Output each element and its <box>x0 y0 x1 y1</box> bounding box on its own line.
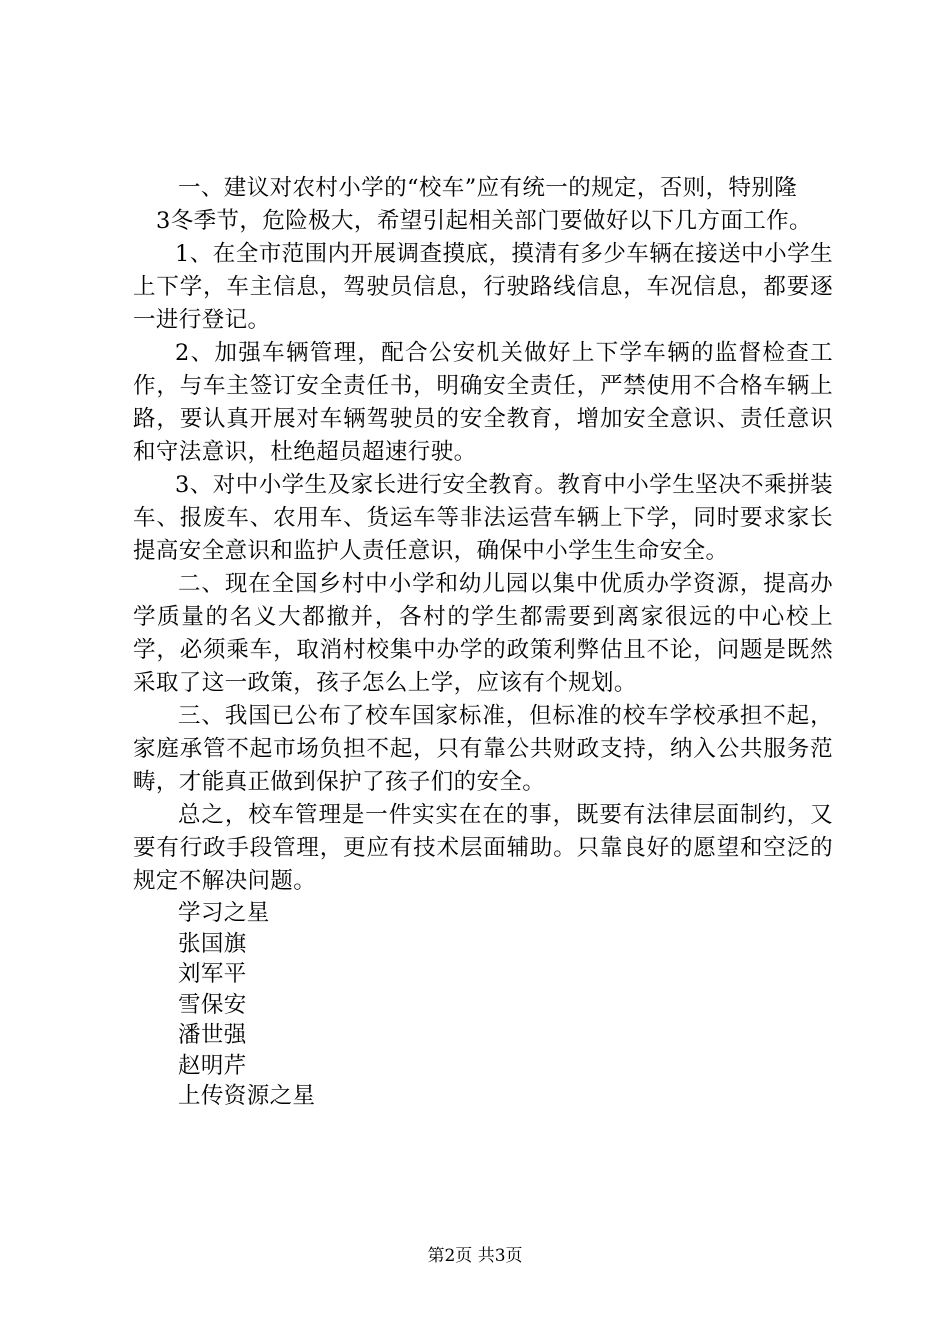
paragraph-winter: 3冬季节，危险极大，希望引起相关部门要做好以下几方面工作。 <box>156 208 812 234</box>
list-item: 赵明芹 <box>178 1052 247 1079</box>
page-footer: 第2页 共3页 <box>427 1246 523 1266</box>
list-item: 刘军平 <box>178 961 247 987</box>
list-item: 潘世强 <box>178 1022 247 1048</box>
paragraph-section-2: 二、现在全国乡村中小学和幼儿园以集中优质办学资源，提高办学质量的名义大都撤并，各村的学生都需要到离家很远的中心校上学，必须乘车，取消村校集中办学的政策利弊估且不论，问题是既然采取了这一政策，孩子怎么上学，应该有个规划。 <box>133 571 833 696</box>
list-item-study-star: 学习之星 <box>178 900 270 926</box>
paragraph-item-1: 1、在全市范围内开展调查摸底，摸清有多少车辆在接送中小学生上下学，车主信息，驾驶员信息，行驶路线信息，车况信息，都要逐一进行登记。 <box>133 241 833 333</box>
paragraph-item-3: 3、对中小学生及家长进行安全教育。教育中小学生坚决不乘拼装车、报废车、农用车、货运车等非法运营车辆上下学，同时要求家长提高安全意识和监护人责任意识，确保中小学生生命安全。 <box>133 472 833 564</box>
list-item: 雪保安 <box>178 991 247 1018</box>
paragraph-section-3: 三、我国已公布了校车国家标准，但标准的校车学校承担不起，家庭承管不起市场负担不起，只有靠公共财政支持，纳入公共服务范畴，才能真正做到保护了孩子们的安全。 <box>133 703 833 795</box>
list-item-upload-star: 上传资源之星 <box>178 1083 316 1109</box>
name-list <box>133 898 833 1112</box>
paragraph-summary: 总之，校车管理是一件实实在在的事，既要有法律层面制约，又要有行政手段管理，更应有技术层面辅助。只靠良好的愿望和空泛的规定不解决问题。 <box>133 802 833 894</box>
list-item: 张国旗 <box>178 930 247 957</box>
paragraph-item-2: 2、加强车辆管理，配合公安机关做好上下学车辆的监督检查工作，与车主签订安全责任书，明确安全责任，严禁使用不合格车辆上路，要认真开展对车辆驾驶员的安全教育，增加安全意识、责任意识和守法意识，杜绝超员超速行驶。 <box>133 340 833 465</box>
paragraph-intro: 一、建议对农村小学的“校车”应有统一的规定，否则，特别隆 <box>178 175 798 201</box>
document-body <box>133 172 833 1112</box>
